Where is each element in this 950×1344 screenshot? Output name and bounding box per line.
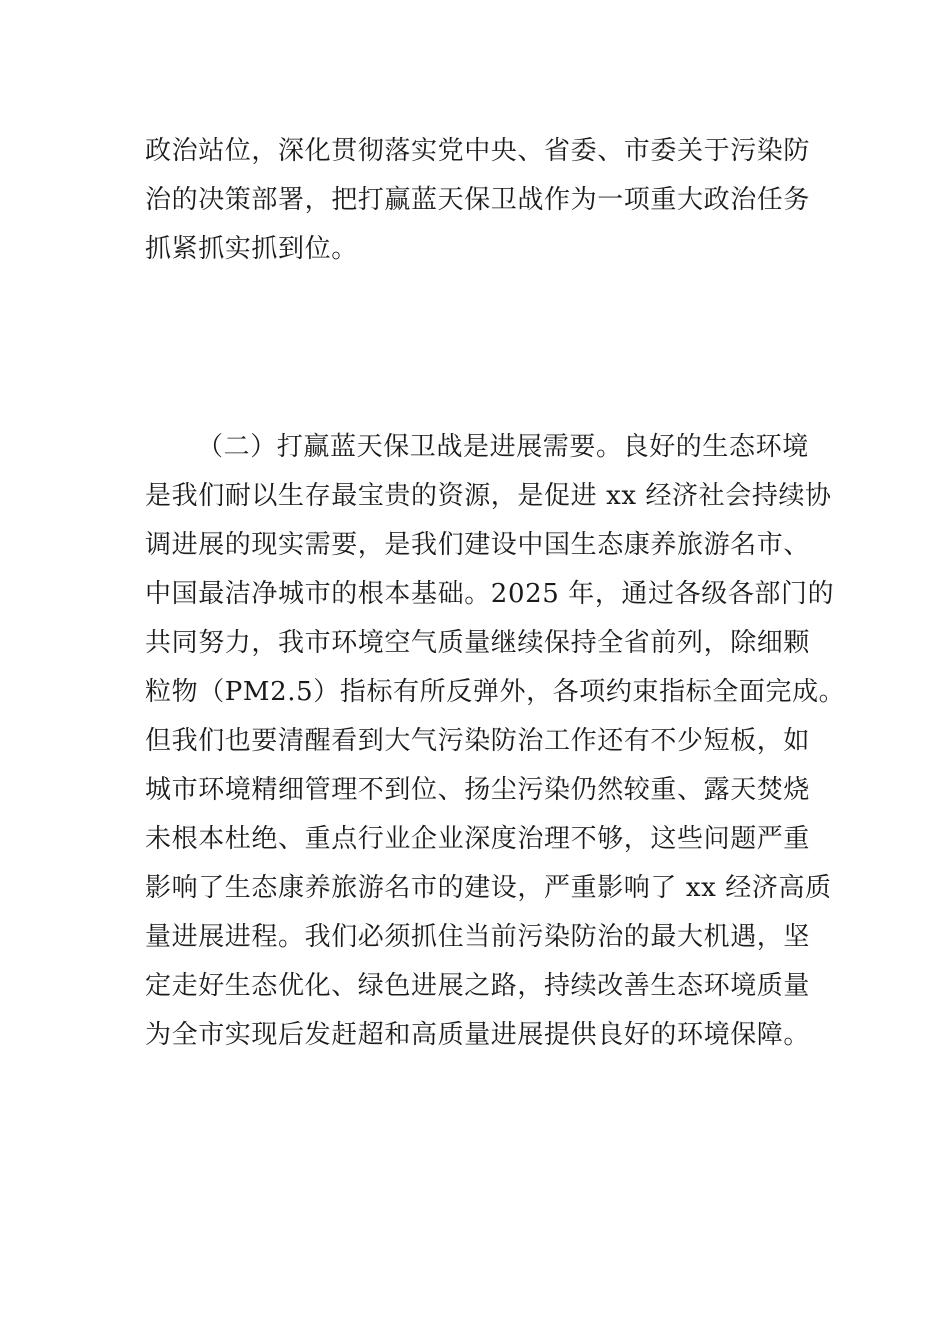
- text-line: 影响了生态康养旅游名市的建设，严重影响了 xx 经济高质: [145, 873, 832, 903]
- text-line: 中国最洁净城市的根本基础。2025 年，通过各级各部门的: [145, 579, 835, 609]
- text-line: 量进展进程。我们必须抓住当前污染防治的最大机遇，坚: [145, 922, 811, 952]
- text-line: 是我们耐以生存最宝贵的资源，是促进 xx 经济社会持续协: [145, 481, 832, 511]
- text-line: 治的决策部署，把打赢蓝天保卫战作为一项重大政治任务: [145, 185, 811, 215]
- paragraph-continuation: [145, 127, 810, 274]
- text-line: 粒物（PM2.5）指标有所反弹外，各项约束指标全面完成。: [145, 677, 846, 707]
- text-line: 为全市实现后发赶超和高质量进展提供良好的环境保障。: [145, 1020, 811, 1050]
- text-line: 未根本杜绝、重点行业企业深度治理不够，这些问题严重: [145, 824, 811, 854]
- text-line: 政治站位，深化贯彻落实党中央、省委、市委关于污染防: [145, 136, 811, 166]
- text-line-indented: （二）打赢蓝天保卫战是进展需要。良好的生态环境: [197, 432, 809, 462]
- text-line: 共同努力，我市环境空气质量继续保持全省前列，除细颗: [145, 628, 811, 658]
- text-line: 调进展的现实需要，是我们建设中国生态康养旅游名市、: [145, 530, 811, 560]
- text-line: 城市环境精细管理不到位、扬尘污染仍然较重、露天焚烧: [145, 775, 811, 805]
- text-line: 定走好生态优化、绿色进展之路，持续改善生态环境质量: [145, 971, 811, 1001]
- text-line: 但我们也要清醒看到大气污染防治工作还有不少短板，如: [145, 726, 811, 756]
- paragraph-section-two: [145, 423, 846, 1060]
- text-line: 抓紧抓实抓到位。: [145, 234, 358, 264]
